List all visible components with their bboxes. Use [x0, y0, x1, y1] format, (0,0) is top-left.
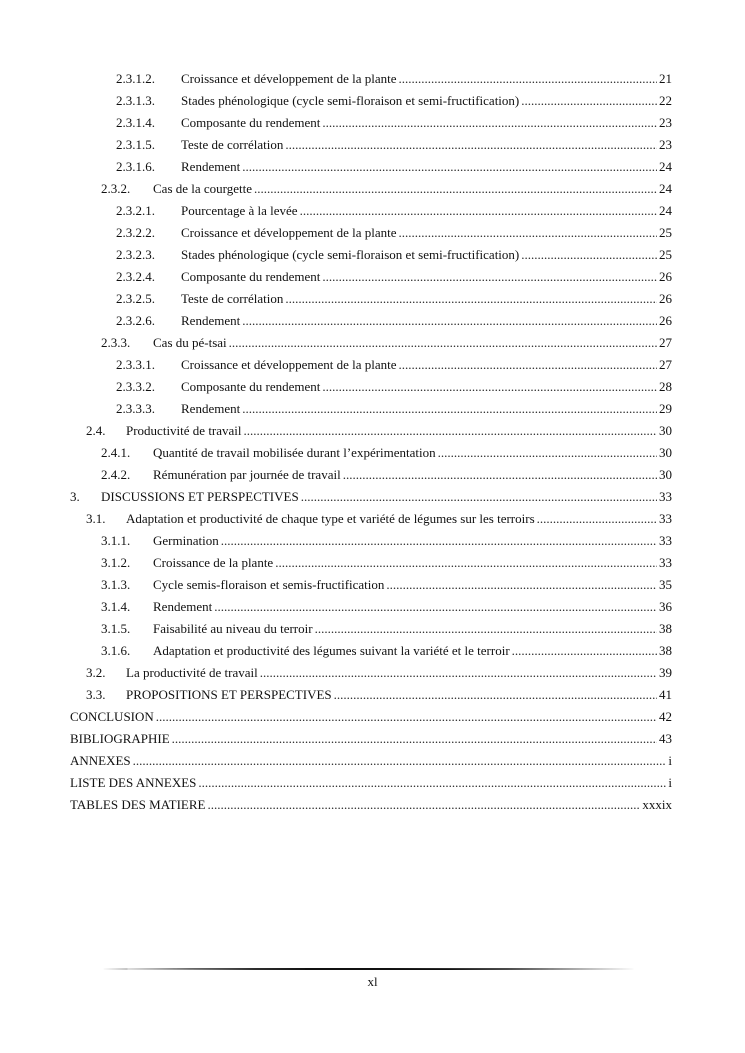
toc-entry-title: Productivité de travail: [126, 423, 242, 438]
toc-dot-leader: [322, 112, 657, 134]
toc-entry[interactable]: [0, 398, 672, 420]
toc-entry[interactable]: [0, 508, 672, 530]
toc-entry-number: 2.3.1.3.: [116, 93, 155, 108]
toc-dot-leader: [172, 728, 657, 750]
toc-entry[interactable]: [0, 222, 672, 244]
toc-entry-page: 24: [659, 181, 672, 196]
toc-dot-leader: [242, 156, 657, 178]
toc-entry-title: Teste de corrélation: [181, 291, 284, 306]
toc-entry-number: 2.3.1.4.: [116, 115, 155, 130]
toc-entry-number: 3.1.5.: [101, 621, 131, 636]
toc-entry-number: 2.3.2.5.: [116, 291, 155, 306]
toc-entry-number: 2.3.2.6.: [116, 313, 155, 328]
toc-entry-number: 2.4.2.: [101, 467, 131, 482]
toc-entry-number: 2.3.2.2.: [116, 225, 155, 240]
toc-entry-title: DISCUSSIONS ET PERSPECTIVES: [101, 489, 299, 504]
toc-entry-page: 36: [659, 599, 672, 614]
toc-entry-title: Quantité de travail mobilisée durant l’expérimentation: [153, 445, 436, 460]
toc-entry[interactable]: [0, 706, 672, 728]
toc-entry[interactable]: [0, 772, 672, 794]
toc-entry[interactable]: [0, 574, 672, 596]
toc-dot-leader: [300, 200, 657, 222]
toc-entry-number: 3.2.: [86, 665, 106, 680]
toc-entry-title: Rendement: [181, 159, 241, 174]
toc-entry[interactable]: [0, 530, 672, 552]
toc-entry-number: 2.3.2.4.: [116, 269, 155, 284]
toc-entry-title: Faisabilité au niveau du terroir: [153, 621, 313, 636]
toc-entry[interactable]: [0, 200, 672, 222]
toc-entry-number: 2.3.2.: [101, 181, 131, 196]
toc-entry-title: BIBLIOGRAPHIE: [70, 731, 170, 746]
toc-entry-title: TABLES DES MATIERE: [70, 797, 206, 812]
toc-entry-page: 22: [659, 93, 672, 108]
toc-dot-leader: [521, 90, 657, 112]
toc-entry[interactable]: [0, 684, 672, 706]
toc-entry-page: 43: [659, 731, 672, 746]
toc-entry[interactable]: [0, 178, 672, 200]
toc-dot-leader: [198, 772, 666, 794]
toc-entry-number: 2.3.3.: [101, 335, 131, 350]
toc-entry-page: 23: [659, 137, 672, 152]
toc-entry-title: Rémunération par journée de travail: [153, 467, 341, 482]
toc-dot-leader: [242, 398, 657, 420]
toc-entry-page: 26: [659, 269, 672, 284]
toc-dot-leader: [386, 574, 657, 596]
toc-entry-page: i: [668, 753, 672, 768]
toc-dot-leader: [322, 266, 657, 288]
toc-entry[interactable]: [0, 112, 672, 134]
toc-entry-page: 30: [659, 423, 672, 438]
toc-entry-page: 29: [659, 401, 672, 416]
toc-entry-number: 3.: [70, 489, 80, 504]
toc-entry-title: CONCLUSION: [70, 709, 154, 724]
toc-entry-title: ANNEXES: [70, 753, 131, 768]
toc-entry-number: 3.3.: [86, 687, 106, 702]
toc-entry-page: 21: [659, 71, 672, 86]
toc-entry-page: 38: [659, 621, 672, 636]
toc-entry-title: Croissance et développement de la plante: [181, 71, 397, 86]
toc-entry-page: 26: [659, 313, 672, 328]
toc-entry-title: Composante du rendement: [181, 379, 321, 394]
toc-entry-title: Croissance et développement de la plante: [181, 357, 397, 372]
toc-entry-page: xxxix: [642, 797, 672, 812]
toc-entry-title: Rendement: [153, 599, 213, 614]
toc-entry-title: Pourcentage à la levée: [181, 203, 298, 218]
toc-entry-page: 39: [659, 665, 672, 680]
toc-entry[interactable]: [0, 640, 672, 662]
toc-dot-leader: [156, 706, 657, 728]
toc-entry-title: Stades phénologique (cycle semi-floraison et semi-fructification): [181, 247, 520, 262]
toc-entry-page: i: [668, 775, 672, 790]
toc-entry-page: 23: [659, 115, 672, 130]
toc-entry-page: 27: [659, 357, 672, 372]
toc-entry-number: 2.3.3.1.: [116, 357, 155, 372]
toc-dot-leader: [438, 442, 657, 464]
toc-entry-page: 38: [659, 643, 672, 658]
toc-dot-leader: [229, 332, 657, 354]
toc-entry-title: Stades phénologique (cycle semi-floraison et semi-fructification): [181, 93, 520, 108]
toc-entry-title: La productivité de travail: [126, 665, 258, 680]
toc-entry-page: 25: [659, 247, 672, 262]
toc-dot-leader: [537, 508, 657, 530]
toc-dot-leader: [133, 750, 667, 772]
toc-entry-title: Adaptation et productivité des légumes suivant la variété et le terroir: [153, 643, 510, 658]
page-number: xl: [367, 974, 378, 989]
toc-entry[interactable]: [0, 442, 672, 464]
toc-entry-number: 2.3.2.1.: [116, 203, 155, 218]
toc-dot-leader: [285, 134, 657, 156]
toc-entry-page: 24: [659, 203, 672, 218]
toc-entry-number: 2.3.3.2.: [116, 379, 155, 394]
footer-divider: [102, 967, 640, 971]
toc-entry-number: 3.1.2.: [101, 555, 131, 570]
toc-entry-number: 2.3.1.6.: [116, 159, 155, 174]
toc-dot-leader: [399, 222, 657, 244]
toc-entry-number: 2.4.: [86, 423, 106, 438]
toc-entry-title: Croissance et développement de la plante: [181, 225, 397, 240]
toc-entry[interactable]: [0, 288, 672, 310]
toc-dot-leader: [221, 530, 657, 552]
toc-entry-title: Composante du rendement: [181, 269, 321, 284]
toc-entry-number: 2.3.3.3.: [116, 401, 155, 416]
toc-dot-leader: [315, 618, 657, 640]
toc-entry[interactable]: [0, 244, 672, 266]
toc-dot-leader: [242, 310, 657, 332]
toc-entry[interactable]: [0, 750, 672, 772]
toc-dot-leader: [214, 596, 657, 618]
toc-entry-title: Croissance de la plante: [153, 555, 274, 570]
toc-entry-title: Teste de corrélation: [181, 137, 284, 152]
toc-dot-leader: [254, 178, 657, 200]
toc-entry-number: 3.1.: [86, 511, 106, 526]
toc-entry[interactable]: [0, 134, 672, 156]
toc-dot-leader: [301, 486, 657, 508]
toc-entry[interactable]: [0, 552, 672, 574]
toc-entry[interactable]: [0, 332, 672, 354]
toc-dot-leader: [399, 68, 657, 90]
toc-entry-page: 33: [659, 555, 672, 570]
toc-entry[interactable]: [0, 464, 672, 486]
toc-entry-page: 26: [659, 291, 672, 306]
toc-entry-number: 2.3.1.2.: [116, 71, 155, 86]
toc-entry-title: Composante du rendement: [181, 115, 321, 130]
toc-entry-page: 30: [659, 467, 672, 482]
toc-entry-title: LISTE DES ANNEXES: [70, 775, 197, 790]
toc-entry[interactable]: [0, 420, 672, 442]
toc-entry-title: PROPOSITIONS ET PERSPECTIVES: [126, 687, 332, 702]
toc-entry-title: Cas du pé-tsai: [153, 335, 227, 350]
toc-dot-leader: [275, 552, 657, 574]
toc-entry[interactable]: [0, 486, 672, 508]
toc-entry-title: Germination: [153, 533, 219, 548]
toc-dot-leader: [285, 288, 657, 310]
toc-dot-leader: [322, 376, 657, 398]
toc-entry[interactable]: [0, 310, 672, 332]
toc-entry-number: 3.1.6.: [101, 643, 131, 658]
toc-dot-leader: [244, 420, 657, 442]
toc-entry-page: 30: [659, 445, 672, 460]
toc-entry-title: Rendement: [181, 313, 241, 328]
toc-entry[interactable]: [0, 618, 672, 640]
toc-entry-number: 2.3.1.5.: [116, 137, 155, 152]
toc-entry-page: 33: [659, 533, 672, 548]
toc-entry-page: 33: [659, 511, 672, 526]
toc-entry-page: 41: [659, 687, 672, 702]
toc-entry[interactable]: [0, 68, 672, 90]
toc-dot-leader: [260, 662, 657, 684]
toc-dot-leader: [207, 794, 640, 816]
toc-entry-number: 2.3.2.3.: [116, 247, 155, 262]
toc-entry[interactable]: [0, 728, 672, 750]
toc-dot-leader: [512, 640, 657, 662]
toc-entry-page: 24: [659, 159, 672, 174]
toc-entry[interactable]: [0, 156, 672, 178]
toc-entry-number: 3.1.3.: [101, 577, 131, 592]
toc-entry[interactable]: [0, 354, 672, 376]
toc-entry-title: Rendement: [181, 401, 241, 416]
toc-entry-page: 25: [659, 225, 672, 240]
toc-entry-number: 2.4.1.: [101, 445, 131, 460]
toc-entry[interactable]: [0, 376, 672, 398]
toc-dot-leader: [399, 354, 657, 376]
toc-entry-title: Adaptation et productivité de chaque type et variété de légumes sur les terroirs: [126, 511, 535, 526]
toc-dot-leader: [334, 684, 657, 706]
toc-entry-page: 42: [659, 709, 672, 724]
toc-entry-number: 3.1.1.: [101, 533, 131, 548]
toc-entry[interactable]: [0, 90, 672, 112]
toc-entry-page: 33: [659, 489, 672, 504]
toc-entry-page: 27: [659, 335, 672, 350]
toc-entry[interactable]: [0, 662, 672, 684]
table-of-contents: [0, 68, 745, 816]
toc-dot-leader: [521, 244, 657, 266]
toc-entry[interactable]: [0, 794, 672, 816]
toc-entry-number: 3.1.4.: [101, 599, 131, 614]
toc-entry-title: Cas de la courgette: [153, 181, 253, 196]
toc-dot-leader: [343, 464, 657, 486]
toc-entry[interactable]: [0, 266, 672, 288]
toc-entry-page: 28: [659, 379, 672, 394]
toc-entry[interactable]: [0, 596, 672, 618]
toc-entry-page: 35: [659, 577, 672, 592]
toc-entry-title: Cycle semis-floraison et semis-fructification: [153, 577, 385, 592]
